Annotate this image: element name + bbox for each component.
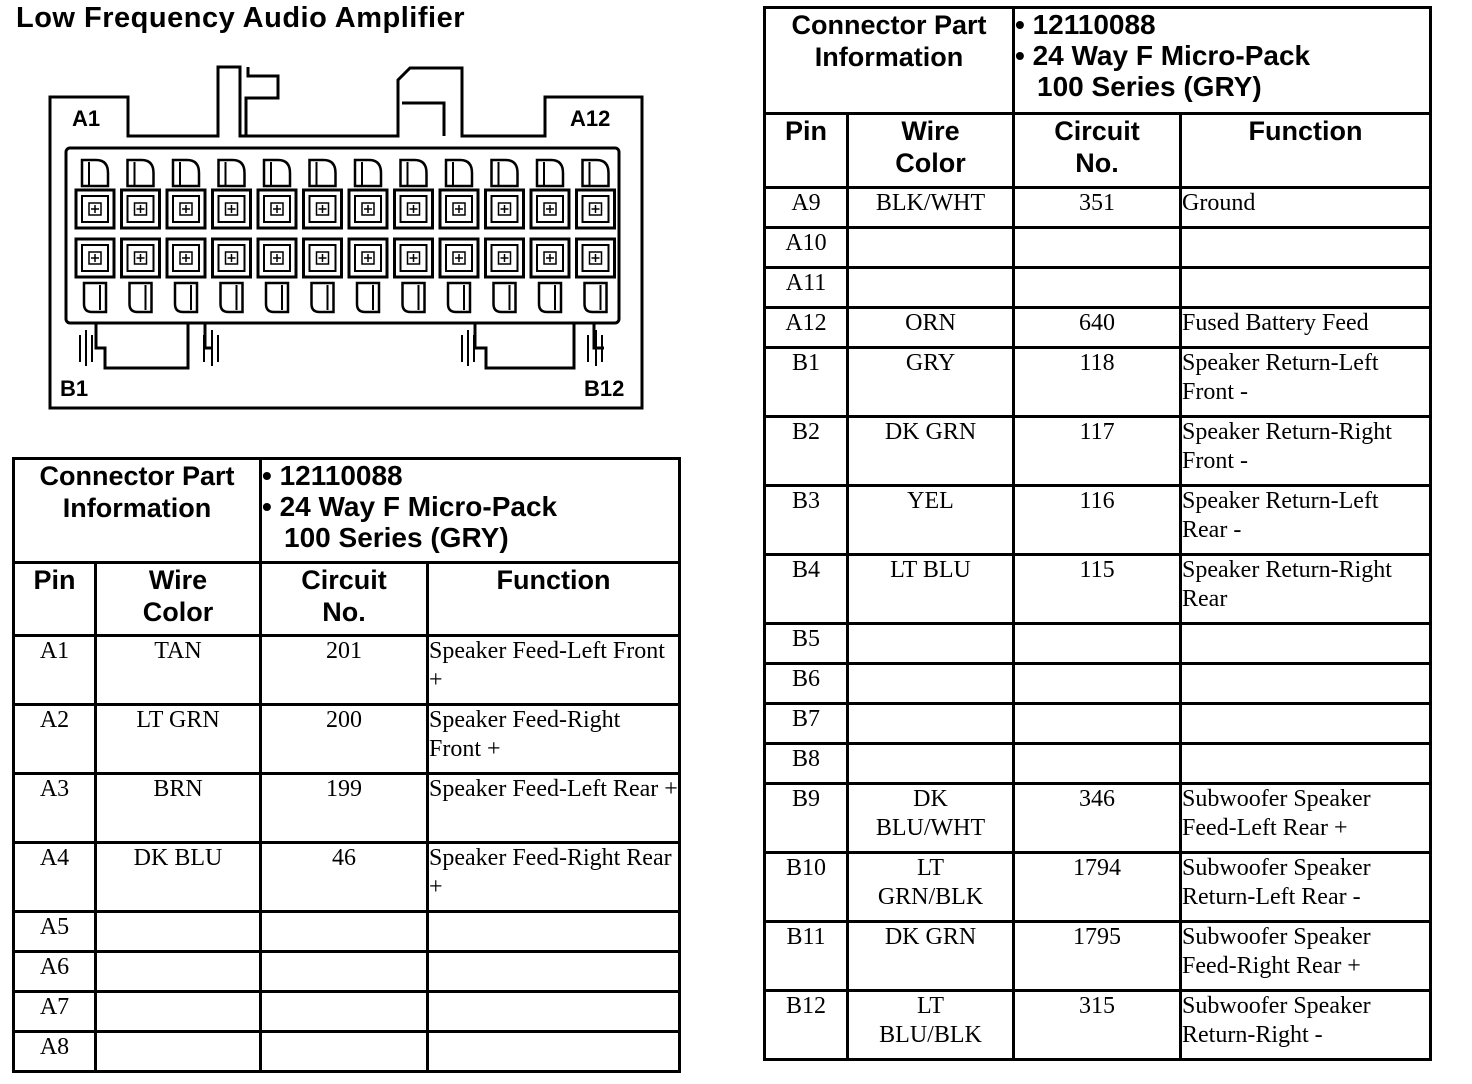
pin-cell: B10: [765, 853, 848, 922]
function-cell: Speaker Feed-Right Front +: [428, 705, 680, 774]
part-number: • 12110088: [262, 460, 403, 491]
table-row: [765, 228, 1431, 268]
wire-color-cell: [848, 268, 1014, 308]
wire-color-cell: BLK/WHT: [848, 188, 1014, 228]
table-row: [14, 952, 680, 992]
pin-cell: B11: [765, 922, 848, 991]
circuit-cell: 118: [1014, 348, 1181, 417]
function-cell: Fused Battery Feed: [1181, 308, 1431, 348]
terminal-latch: [173, 160, 199, 186]
function-cell: [1181, 744, 1431, 784]
part-info-row: [765, 8, 1431, 114]
pin-cell: A3: [14, 774, 96, 843]
table-row: [765, 664, 1431, 704]
pin-cell: B12: [765, 991, 848, 1060]
label-b12: B12: [584, 376, 625, 401]
table-row: [14, 636, 680, 705]
terminal-latch: [310, 160, 336, 186]
terminal-latch: [446, 160, 472, 186]
col-function: Function: [1181, 114, 1431, 188]
pin-cell: A10: [765, 228, 848, 268]
table-row: [765, 417, 1431, 486]
part-description-2: 100 Series (GRY): [1037, 71, 1262, 102]
function-cell: [1181, 624, 1431, 664]
function-cell: [1181, 704, 1431, 744]
wire-color-cell: [96, 992, 261, 1032]
terminal-latch: [221, 283, 243, 312]
circuit-cell: 640: [1014, 308, 1181, 348]
terminal-latch: [130, 283, 152, 312]
function-cell: Speaker Return-Left Rear -: [1181, 486, 1431, 555]
col-pin: Pin: [14, 563, 96, 636]
table-row: [765, 853, 1431, 922]
circuit-cell: 1795: [1014, 922, 1181, 991]
circuit-cell: [1014, 268, 1181, 308]
pin-cell: B5: [765, 624, 848, 664]
terminal-latch: [583, 160, 609, 186]
function-cell: [428, 992, 680, 1032]
circuit-cell: 200: [261, 705, 428, 774]
pin-cell: A4: [14, 843, 96, 912]
terminal-latch: [492, 160, 518, 186]
wire-color-cell: DK GRN: [848, 417, 1014, 486]
pin-cell: B4: [765, 555, 848, 624]
function-cell: [428, 952, 680, 992]
terminal-latch: [539, 283, 561, 312]
circuit-cell: 1794: [1014, 853, 1181, 922]
table-row: [14, 843, 680, 912]
wire-color-cell: LT GRN/BLK: [848, 853, 1014, 922]
table-row: [765, 555, 1431, 624]
terminal-latch: [448, 283, 470, 312]
circuit-cell: [261, 912, 428, 952]
table-row: [14, 1032, 680, 1072]
connector-diagram: [0, 0, 660, 420]
col-wire-color: Wire Color: [848, 114, 1014, 188]
wire-color-cell: DK BLU/WHT: [848, 784, 1014, 853]
table-row: [765, 624, 1431, 664]
terminal-latch: [312, 283, 334, 312]
pin-cell: B3: [765, 486, 848, 555]
table-row: [14, 774, 680, 843]
function-cell: [428, 912, 680, 952]
wire-color-cell: [848, 664, 1014, 704]
wire-color-cell: LT BLU/BLK: [848, 991, 1014, 1060]
col-circuit-no: Circuit No.: [261, 563, 428, 636]
pin-cell: A9: [765, 188, 848, 228]
circuit-cell: 46: [261, 843, 428, 912]
col-wire-color: Wire Color: [96, 563, 261, 636]
function-cell: Speaker Return-Right Front -: [1181, 417, 1431, 486]
wire-color-cell: [848, 228, 1014, 268]
terminal-latch: [128, 160, 154, 186]
function-cell: Speaker Feed-Left Rear +: [428, 774, 680, 843]
circuit-cell: 351: [1014, 188, 1181, 228]
wire-color-cell: ORN: [848, 308, 1014, 348]
pin-cell: A11: [765, 268, 848, 308]
page-title: Low Frequency Audio Amplifier: [16, 2, 465, 34]
pin-cell: B1: [765, 348, 848, 417]
part-description-1: • 24 Way F Micro-Pack: [262, 491, 558, 522]
wire-color-cell: [96, 952, 261, 992]
function-cell: Subwoofer Speaker Feed-Left Rear +: [1181, 784, 1431, 853]
part-description-2: 100 Series (GRY): [284, 522, 509, 553]
table-row: [765, 784, 1431, 853]
pin-cell: A1: [14, 636, 96, 705]
table-row: [14, 705, 680, 774]
terminal-latch: [403, 283, 425, 312]
col-circuit-no: Circuit No.: [1014, 114, 1181, 188]
function-cell: Speaker Feed-Right Rear +: [428, 843, 680, 912]
terminal-latch: [82, 160, 108, 186]
function-cell: [428, 1032, 680, 1072]
part-info-label: Connector Part Information: [765, 8, 1014, 114]
terminal-latch: [355, 160, 381, 186]
pinout-table-b: [763, 6, 1432, 1061]
terminal-latch: [266, 283, 288, 312]
terminal-latch: [401, 160, 427, 186]
pin-cell: A12: [765, 308, 848, 348]
circuit-cell: 201: [261, 636, 428, 705]
circuit-cell: 346: [1014, 784, 1181, 853]
terminal-latch: [219, 160, 245, 186]
table-row: [765, 268, 1431, 308]
function-cell: Subwoofer Speaker Return-Right -: [1181, 991, 1431, 1060]
terminal-latch: [357, 283, 379, 312]
terminal-latch: [585, 283, 607, 312]
table-row: [765, 348, 1431, 417]
wire-color-cell: YEL: [848, 486, 1014, 555]
function-cell: Subwoofer Speaker Feed-Right Rear +: [1181, 922, 1431, 991]
wire-color-cell: LT BLU: [848, 555, 1014, 624]
wire-color-cell: [96, 1032, 261, 1072]
table-row: [14, 992, 680, 1032]
function-cell: [1181, 228, 1431, 268]
terminal-latch: [537, 160, 563, 186]
circuit-cell: 199: [261, 774, 428, 843]
pin-cell: A8: [14, 1032, 96, 1072]
label-b1: B1: [60, 376, 89, 401]
pin-cell: B9: [765, 784, 848, 853]
label-a12: A12: [570, 106, 611, 131]
pin-cell: A7: [14, 992, 96, 1032]
part-info-details: [1014, 8, 1431, 114]
table-row: [765, 188, 1431, 228]
wire-color-cell: [96, 912, 261, 952]
wire-color-cell: TAN: [96, 636, 261, 705]
wire-color-cell: DK BLU: [96, 843, 261, 912]
pin-cell: A6: [14, 952, 96, 992]
circuit-cell: [261, 1032, 428, 1072]
function-cell: Ground: [1181, 188, 1431, 228]
part-info-row: [14, 459, 680, 563]
function-cell: Speaker Return-Right Rear: [1181, 555, 1431, 624]
function-cell: [1181, 268, 1431, 308]
col-function: Function: [428, 563, 680, 636]
circuit-cell: [1014, 744, 1181, 784]
circuit-cell: [1014, 228, 1181, 268]
pin-cell: B6: [765, 664, 848, 704]
circuit-cell: 117: [1014, 417, 1181, 486]
function-cell: Speaker Return-Left Front -: [1181, 348, 1431, 417]
column-header-row: [14, 563, 680, 636]
circuit-cell: 315: [1014, 991, 1181, 1060]
part-info-details: [261, 459, 680, 563]
pinout-table-a: [12, 457, 681, 1073]
terminal-latch: [84, 283, 106, 312]
function-cell: Subwoofer Speaker Return-Left Rear -: [1181, 853, 1431, 922]
wire-color-cell: [848, 744, 1014, 784]
table-row: [765, 704, 1431, 744]
circuit-cell: 115: [1014, 555, 1181, 624]
circuit-cell: [261, 992, 428, 1032]
label-a1: A1: [72, 106, 101, 131]
wire-color-cell: DK GRN: [848, 922, 1014, 991]
circuit-cell: [1014, 664, 1181, 704]
pin-cell: A2: [14, 705, 96, 774]
col-pin: Pin: [765, 114, 848, 188]
pin-cell: B8: [765, 744, 848, 784]
table-row: [14, 912, 680, 952]
circuit-cell: [261, 952, 428, 992]
part-description-1: • 24 Way F Micro-Pack: [1015, 40, 1311, 71]
pin-cell: A5: [14, 912, 96, 952]
part-number: • 12110088: [1015, 9, 1156, 40]
circuit-cell: [1014, 624, 1181, 664]
part-info-label: Connector Part Information: [14, 459, 261, 563]
table-row: [765, 922, 1431, 991]
table-row: [765, 991, 1431, 1060]
terminal-latch: [175, 283, 197, 312]
wire-color-cell: [848, 624, 1014, 664]
pin-cell: B2: [765, 417, 848, 486]
function-cell: [1181, 664, 1431, 704]
wire-color-cell: [848, 704, 1014, 744]
table-row: [765, 486, 1431, 555]
wire-color-cell: GRY: [848, 348, 1014, 417]
pin-cell: B7: [765, 704, 848, 744]
column-header-row: [765, 114, 1431, 188]
circuit-cell: 116: [1014, 486, 1181, 555]
function-cell: Speaker Feed-Left Front +: [428, 636, 680, 705]
terminal-latch: [494, 283, 516, 312]
circuit-cell: [1014, 704, 1181, 744]
table-row: [765, 308, 1431, 348]
terminal-latch: [264, 160, 290, 186]
wire-color-cell: BRN: [96, 774, 261, 843]
table-row: [765, 744, 1431, 784]
wire-color-cell: LT GRN: [96, 705, 261, 774]
